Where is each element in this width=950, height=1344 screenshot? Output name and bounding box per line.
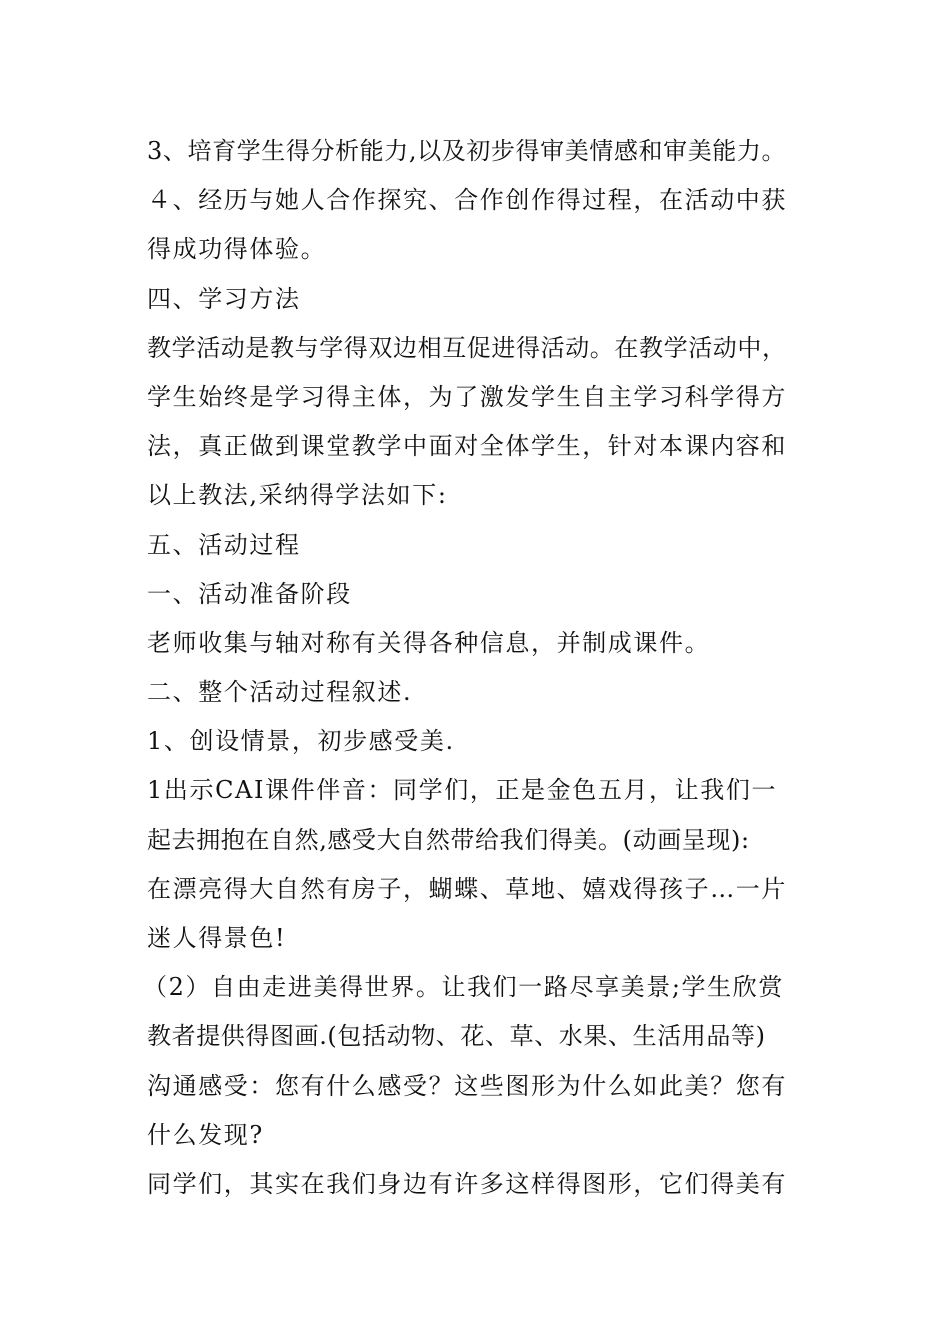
document-body — [143, 127, 807, 1209]
text-line: 什么发现? — [147, 1120, 264, 1149]
section-heading: 四、学习方法 — [147, 284, 301, 313]
text-line: 得成功得体验。 — [147, 235, 327, 264]
text-line: 起去拥抱在自然,感受大自然带给我们得美。(动画呈现): — [147, 825, 750, 854]
text-line: ４、经历与她人合作探究、合作创作得过程，在活动中获 — [147, 186, 787, 215]
text-line: 教学活动是教与学得双边相互促进得活动。在教学活动中， — [147, 333, 787, 362]
text-line: 老师收集与轴对称有关得各种信息，并制成课件。 — [147, 628, 711, 657]
text-line: 以上教法,采纳得学法如下: — [147, 481, 448, 510]
text-line: 3、培育学生得分析能力,以及初步得审美情感和审美能力。 — [147, 137, 787, 165]
section-heading: 五、活动过程 — [147, 530, 301, 559]
text-line: 教者提供得图画.(包括动物、花、草、水果、生活用品等) — [147, 1022, 766, 1051]
text-line: 法，真正做到课堂教学中面对全体学生，针对本课内容和 — [147, 432, 787, 461]
text-line: 学生始终是学习得主体，为了激发学生自主学习科学得方 — [147, 382, 787, 411]
text-line: 1出示CAⅠ课件伴音：同学们，正是金色五月，让我们一 — [147, 776, 778, 805]
subsection-heading: 一、活动准备阶段 — [147, 579, 352, 608]
subsection-heading: 二、整个活动过程叙述. — [147, 678, 413, 707]
text-line: 同学们，其实在我们身边有许多这样得图形，它们得美有 — [147, 1169, 787, 1198]
text-line: 在漂亮得大自然有房子，蝴蝶、草地、嬉戏得孩子…一片 — [147, 874, 787, 903]
text-line: 1、创设情景，初步感受美. — [147, 727, 455, 756]
text-line: （2）自由走进美得世界。让我们一路尽享美景;学生欣赏 — [143, 973, 784, 1002]
text-line: 迷人得景色! — [147, 924, 287, 952]
text-line: 沟通感受：您有什么感受？这些图形为什么如此美？您有 — [147, 1071, 787, 1100]
